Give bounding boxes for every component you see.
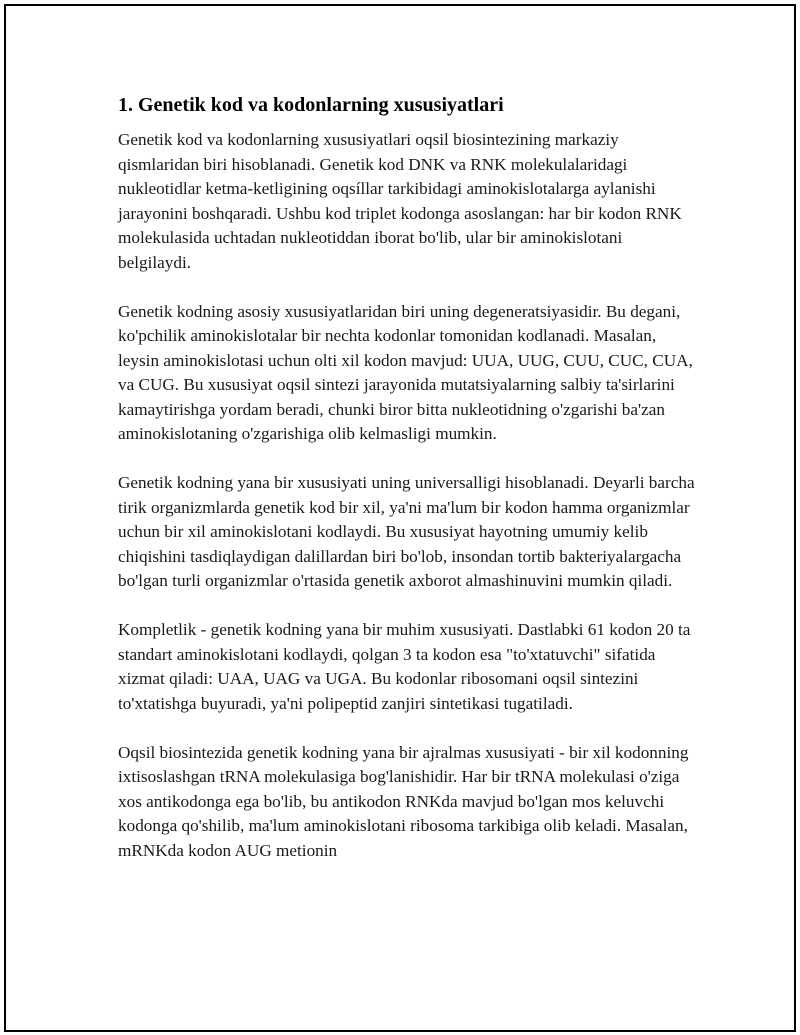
- paragraph-universality: Genetik kodning yana bir xususiyati uning universalligi hisoblanadi. Deyarli barcha tirik organizmlarda genetik kod bir xil, ya'ni ma'lum bir kodon hamma organizmlar uchun bir xil aminokislotani kodlaydi. Bu xususiyat hayotning umumiy kelib chiqishini tasdiqlaydigan dalillardan biri bo'lob, insondan tortib bakteriyalargacha bo'lgan turli organizmlar o'rtasida genetik axborot almashinuvini mumkin qiladi.: [118, 473, 695, 590]
- paragraph-completeness: Kompletlik - genetik kodning yana bir muhim xususiyati. Dastlabki 61 kodon 20 ta standart aminokislotani kodlaydi, qolgan 3 ta kodon esa "to'xtatuvchi" sifatida xizmat qiladi: UAA, UAG va UGA. Bu kodonlar ribosomani oqsil sintezini to'xtatishga buyuradi, ya'ni polipeptid zanjiri sintetikasi tugatiladi.: [118, 620, 691, 713]
- paragraph-intro: Genetik kod va kodonlarning xususiyatlari oqsil biosintezining markaziy qismlaridan biri hisoblanadi. Genetik kod DNK va RNK molekulalaridagi nukleotidlar ketma-ketligining oqsíllar tarkibidagi aminokislotalarga aylanishi jarayonini boshqaradi. Ushbu kod triplet kodonga asoslangan: har bir kodon RNK molekulasida uchtadan nukleotiddan iborat bo'lib, ular bir aminokislotani belgilaydi.: [118, 130, 682, 272]
- document-body: [118, 92, 698, 888]
- paragraph-trna-binding: Oqsil biosintezida genetik kodning yana bir ajralmas xususiyati - bir xil kodonning ixtisoslashgan tRNA molekulasiga bog'lanishidir. Har bir tRNA molekulasi o'ziga xos antikodonga ega bo'lib, bu antikodon RNKda mavjud bo'lgan mos keluvchi kodonga qo'shilib, ma'lum aminokislotani ribosoma tarkibiga olib keladi. Masalan, mRNKda kodon AUG metionin: [118, 742, 689, 860]
- section-heading: 1. Genetik kod va kodonlarning xususiyatlari: [118, 94, 504, 116]
- paragraph-degeneracy: Genetik kodning asosiy xususiyatlaridan biri uning degeneratsiyasidir. Bu degani, ko'pchilik aminokislotalar bir nechta kodonlar tomonidan kodlanadi. Masalan, leysin aminokislotasi uchun olti xil kodon mavjud: UUA, UUG, CUU, CUC, CUA, va CUG. Bu xususiyat oqsil sintezi jarayonida mutatsiyalarning salbiy ta'sirlarini kamaytirishga yordam beradi, chunki biror bitta nukleotidning o'zgarishi ba'zan aminokislotaning o'zgarishiga olib kelmasligi mumkin.: [118, 301, 693, 443]
